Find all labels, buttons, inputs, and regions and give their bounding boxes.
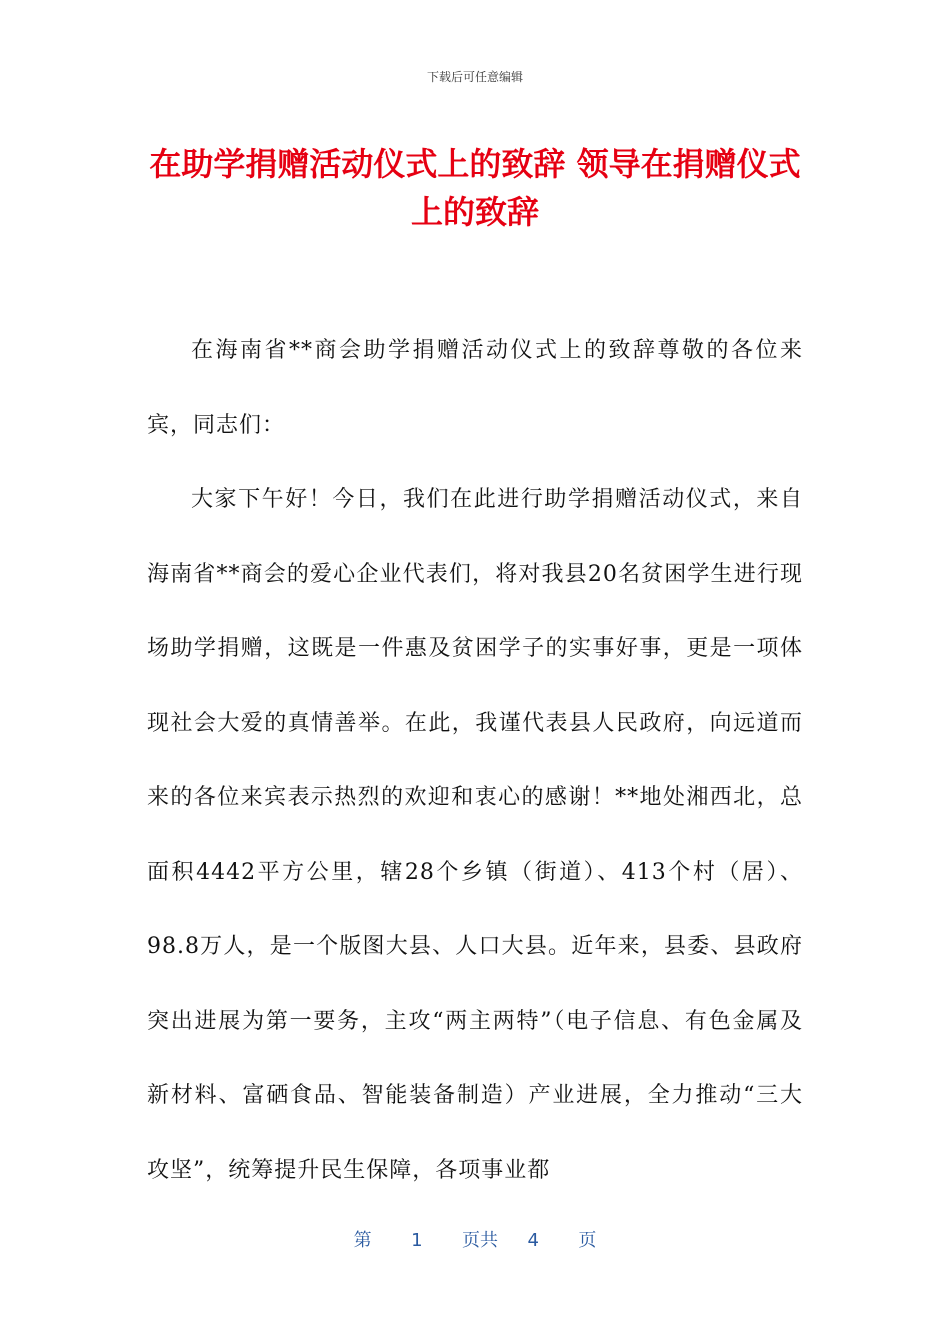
header-note: 下载后可任意编辑 — [426, 70, 523, 84]
page-suffix: 页 — [578, 1230, 597, 1251]
paragraph-main: 大家下午好！今日，我们在此进行助学捐赠活动仪式，来自海南省**商会的爱心企业代表们，将对我县20名贫困学生进行现场助学捐赠，这既是一件惠及贫困学子的实事好事，更是一项体现社会大爱的真情善举。在此，我谨代表县人民政府，向远道而来的各位来宾表示热烈的欢迎和衷心的感谢！**地处湘西北，总面积4442平方公里，辖28个乡镇（街道）、413个村（居）、98.8万人，是一个版图大县、人口大县。近年来，县委、县政府突出进展为第一要务，主攻“两主两特”（电子信息、有色金属及新材料、富硒食品、智能装备制造）产业进展，全力推动“三大攻坚”，统筹提升民生保障，各项事业都 — [147, 487, 803, 1183]
page-middle: 页共 — [462, 1230, 498, 1251]
page-number: 1 — [411, 1230, 423, 1251]
page-footer — [0, 1226, 950, 1252]
document-body — [147, 314, 803, 1208]
total-pages: 4 — [527, 1230, 539, 1251]
document-title: 在助学捐赠活动仪式上的致辞 领导在捐赠仪式上的致辞 — [149, 145, 801, 231]
page-prefix: 第 — [353, 1230, 372, 1251]
paragraph-greeting: 在海南省**商会助学捐赠活动仪式上的致辞尊敬的各位来宾，同志们： — [147, 338, 803, 438]
